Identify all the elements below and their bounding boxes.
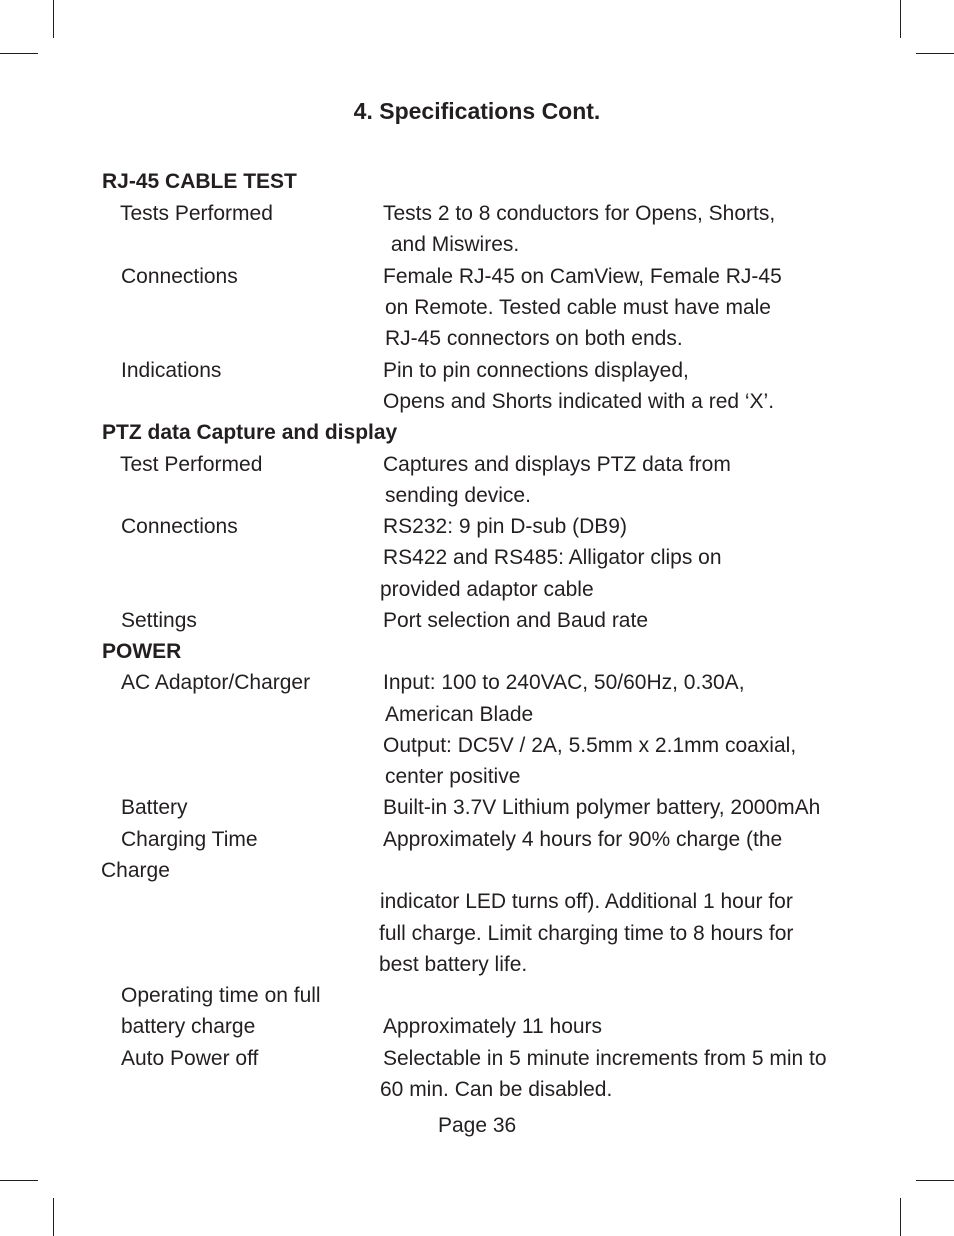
spec-label-overflow: Charge bbox=[101, 859, 170, 882]
spec-label: Battery bbox=[121, 796, 188, 819]
spec-value: provided adaptor cable bbox=[380, 578, 594, 601]
spec-label: Connections bbox=[121, 265, 238, 288]
spec-value: center positive bbox=[385, 765, 521, 788]
spec-value: American Blade bbox=[385, 703, 534, 726]
spec-value: RJ-45 connectors on both ends. bbox=[385, 327, 683, 350]
crop-mark bbox=[900, 0, 901, 38]
crop-mark bbox=[916, 1180, 954, 1181]
crop-mark bbox=[900, 1198, 901, 1236]
spec-label: Indications bbox=[121, 359, 222, 382]
spec-value: 60 min. Can be disabled. bbox=[380, 1078, 613, 1101]
spec-value: Input: 100 to 240VAC, 50/60Hz, 0.30A, bbox=[383, 671, 745, 694]
section-heading-ptz: PTZ data Capture and display bbox=[102, 421, 398, 444]
spec-value: Approximately 4 hours for 90% charge (the bbox=[383, 828, 783, 851]
spec-label: AC Adaptor/Charger bbox=[121, 671, 311, 694]
spec-value: Female RJ-45 on CamView, Female RJ-45 bbox=[383, 265, 782, 288]
spec-value: Tests 2 to 8 conductors for Opens, Shorts, bbox=[383, 202, 776, 225]
spec-label: Tests Performed bbox=[120, 202, 273, 225]
page-title: 4. Specifications Cont. bbox=[353, 98, 601, 124]
spec-value: full charge. Limit charging time to 8 hours for bbox=[379, 922, 794, 945]
spec-value: indicator LED turns off). Additional 1 hour for bbox=[380, 890, 793, 913]
crop-mark bbox=[53, 0, 54, 38]
spec-label: Operating time on full bbox=[121, 984, 321, 1007]
spec-label: Connections bbox=[121, 515, 238, 538]
spec-label: Charging Time bbox=[121, 828, 258, 851]
spec-label: Auto Power off bbox=[121, 1047, 259, 1070]
spec-value: Opens and Shorts indicated with a red ‘X’. bbox=[383, 390, 775, 413]
spec-value: Port selection and Baud rate bbox=[383, 609, 649, 632]
crop-mark bbox=[53, 1198, 54, 1236]
spec-label: Test Performed bbox=[120, 453, 263, 476]
crop-mark bbox=[0, 1180, 38, 1181]
spec-value: Built-in 3.7V Lithium polymer battery, 2000mAh bbox=[383, 796, 821, 819]
spec-value: best battery life. bbox=[379, 953, 528, 976]
spec-value: Output: DC5V / 2A, 5.5mm x 2.1mm coaxial, bbox=[383, 734, 797, 757]
section-heading-power: POWER bbox=[102, 640, 182, 663]
spec-value: Pin to pin connections displayed, bbox=[383, 359, 689, 382]
crop-mark bbox=[916, 53, 954, 54]
section-heading-rj45: RJ-45 CABLE TEST bbox=[102, 170, 297, 193]
spec-value: Selectable in 5 minute increments from 5 min to bbox=[383, 1047, 827, 1070]
crop-mark bbox=[0, 53, 38, 54]
spec-value: and Miswires. bbox=[385, 233, 520, 256]
spec-value: RS422 and RS485: Alligator clips on bbox=[383, 546, 722, 569]
page-number: Page 36 bbox=[438, 1114, 517, 1137]
spec-value: sending device. bbox=[385, 484, 531, 507]
spec-value: Approximately 11 hours bbox=[383, 1015, 603, 1038]
spec-label: Settings bbox=[121, 609, 197, 632]
spec-value: Captures and displays PTZ data from bbox=[383, 453, 731, 476]
spec-label: battery charge bbox=[121, 1015, 256, 1038]
spec-value: on Remote. Tested cable must have male bbox=[385, 296, 771, 319]
spec-value: RS232: 9 pin D-sub (DB9) bbox=[383, 515, 627, 538]
